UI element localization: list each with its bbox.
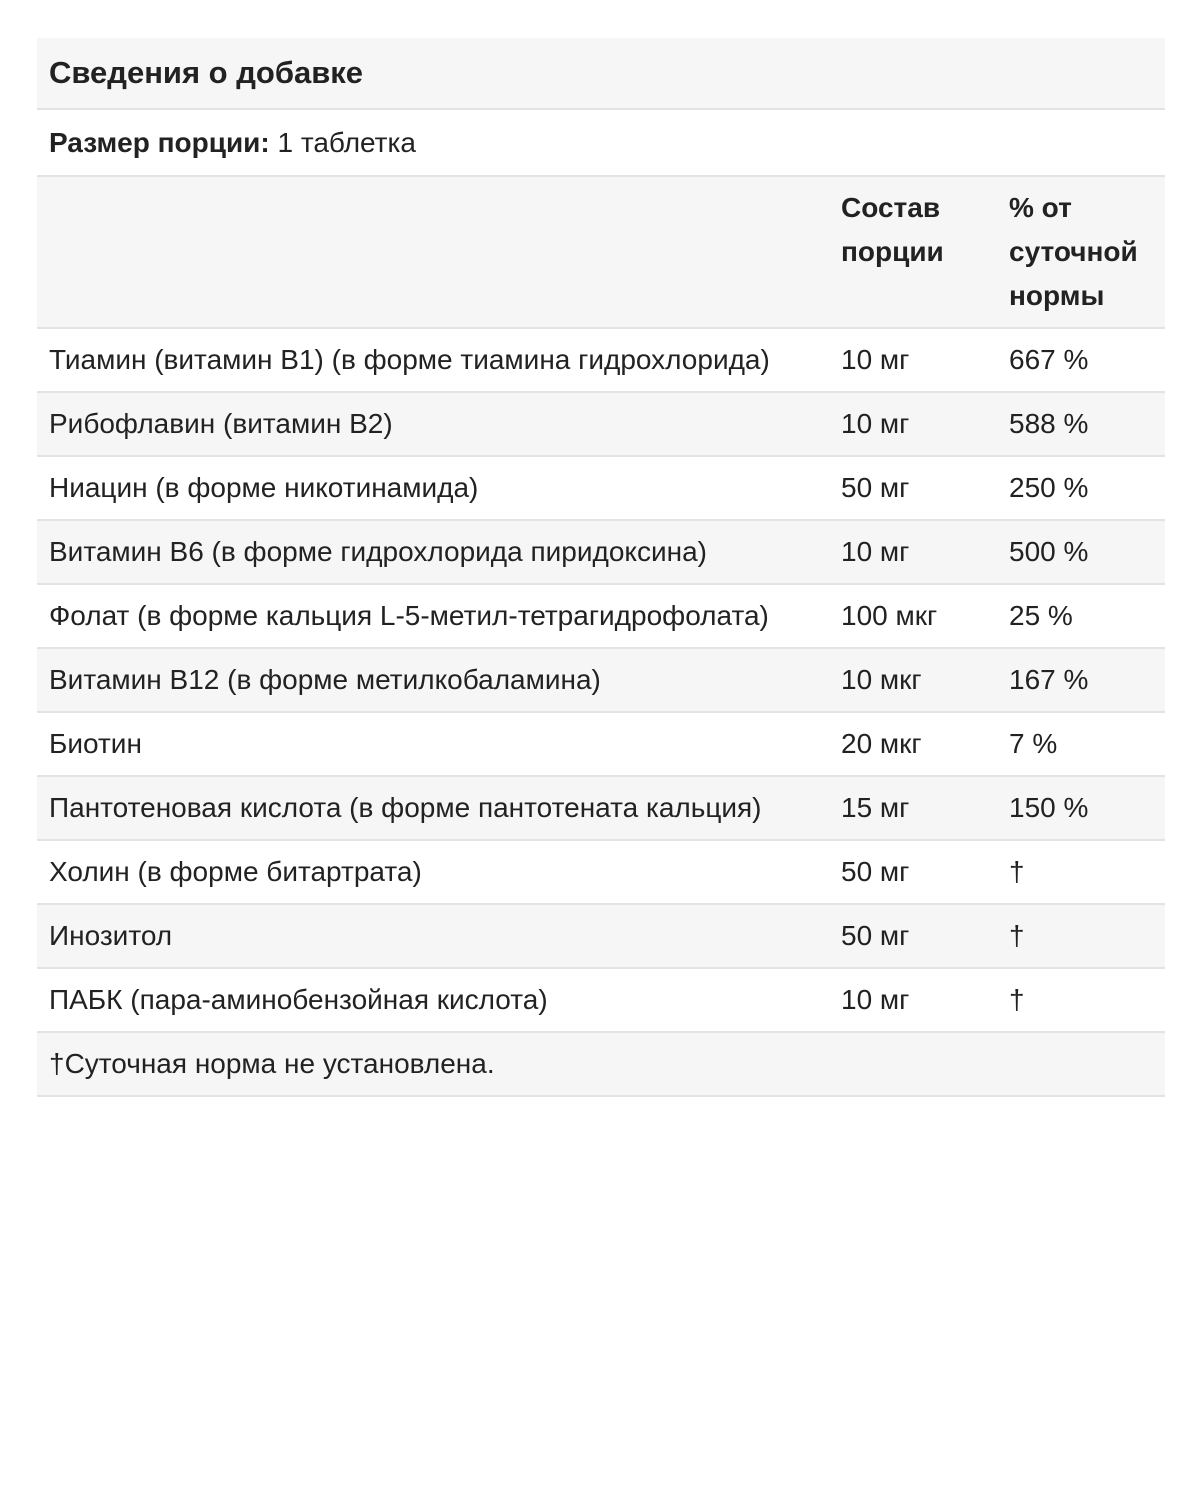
table-row [37,712,1165,776]
nutrient-name: Витамин B12 (в форме метилкобаламина) [37,648,829,712]
nutrient-daily-value: † [997,904,1165,968]
serving-size-label: Размер порции: [49,126,270,158]
serving-size-value: 1 таблетка [277,126,416,158]
header-daily-value: % от суточной нормы [997,177,1165,328]
nutrient-amount: 50 мг [829,840,997,904]
table-row [37,776,1165,840]
nutrient-name: Рибофлавин (витамин B2) [37,392,829,456]
nutrient-daily-value: 150 % [997,776,1165,840]
nutrient-amount: 15 мг [829,776,997,840]
nutrient-amount: 10 мг [829,968,997,1032]
nutrient-daily-value: † [997,840,1165,904]
nutrients-body [37,328,1165,1032]
header-name-cell [37,177,829,328]
serving-size-row [37,110,1165,177]
title-row [37,38,1165,110]
table-row [37,968,1165,1032]
footnote-text: †Суточная норма не установлена. [37,1032,1165,1096]
nutrient-daily-value: 25 % [997,584,1165,648]
nutrient-daily-value: 588 % [997,392,1165,456]
table-row [37,392,1165,456]
nutrient-amount: 10 мг [829,520,997,584]
nutrient-name: ПАБК (пара-аминобензойная кислота) [37,968,829,1032]
table-row [37,840,1165,904]
nutrient-name: Фолат (в форме кальция L-5-метил-тетрагидрофолата) [37,584,829,648]
nutrient-daily-value: 667 % [997,328,1165,392]
table-header-row [37,177,1165,328]
table-row [37,584,1165,648]
page-title: Сведения о добавке [49,55,364,90]
nutrient-name: Биотин [37,712,829,776]
nutrient-amount: 10 мкг [829,648,997,712]
nutrient-name: Витамин B6 (в форме гидрохлорида пиридоксина) [37,520,829,584]
nutrient-name: Ниацин (в форме никотинамида) [37,456,829,520]
nutrient-name: Тиамин (витамин B1) (в форме тиамина гидрохлорида) [37,328,829,392]
nutrient-daily-value: † [997,968,1165,1032]
table-row [37,904,1165,968]
nutrient-name: Холин (в форме битартрата) [37,840,829,904]
nutrients-table [37,177,1165,1097]
nutrient-daily-value: 167 % [997,648,1165,712]
table-row [37,328,1165,392]
nutrient-amount: 20 мкг [829,712,997,776]
footnote-row [37,1032,1165,1096]
table-row [37,648,1165,712]
nutrient-name: Инозитол [37,904,829,968]
table-row [37,520,1165,584]
nutrient-daily-value: 7 % [997,712,1165,776]
supplement-facts-panel [37,38,1165,1097]
table-row [37,456,1165,520]
nutrient-daily-value: 500 % [997,520,1165,584]
nutrient-amount: 50 мг [829,904,997,968]
nutrient-amount: 10 мг [829,328,997,392]
nutrient-name: Пантотеновая кислота (в форме пантотената кальция) [37,776,829,840]
nutrient-amount: 10 мг [829,392,997,456]
nutrient-daily-value: 250 % [997,456,1165,520]
nutrient-amount: 50 мг [829,456,997,520]
header-amount: Состав порции [829,177,997,328]
nutrient-amount: 100 мкг [829,584,997,648]
